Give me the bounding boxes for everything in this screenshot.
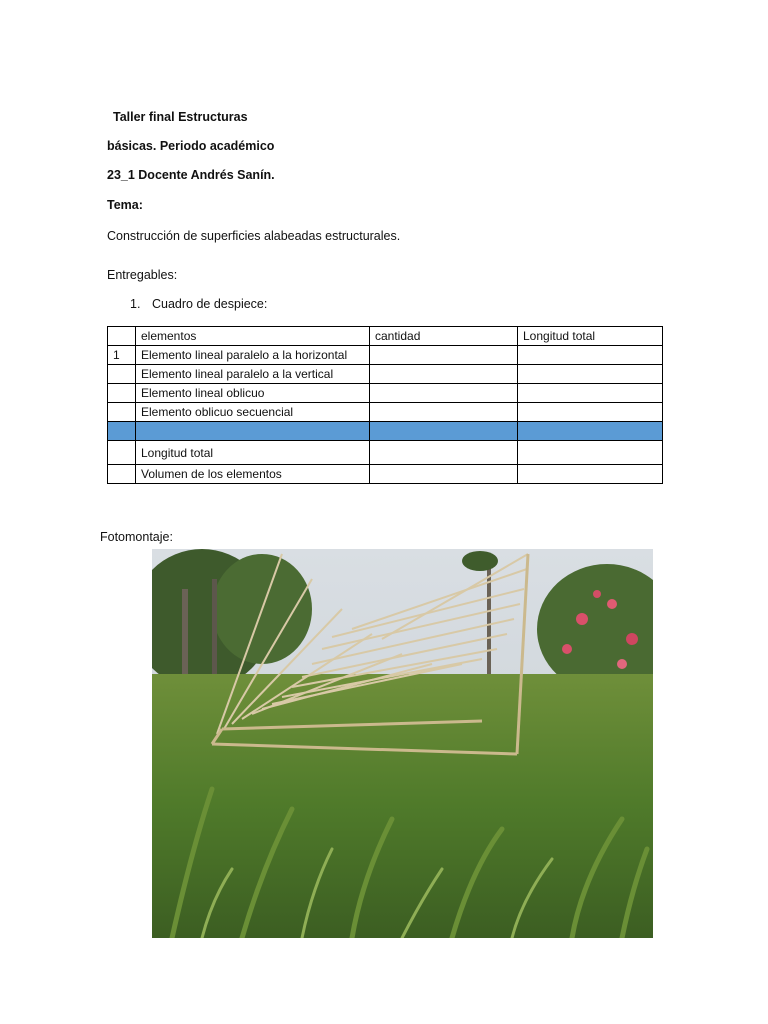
fotomontaje-photo	[152, 549, 653, 938]
table-row	[108, 465, 663, 484]
table-cell	[108, 384, 136, 403]
table-row-highlighted	[108, 422, 663, 441]
fotomontaje-label: Fotomontaje:	[100, 530, 173, 544]
table-cell	[108, 365, 136, 384]
table-row	[108, 384, 663, 403]
tema-text: Construcción de superficies alabeadas estructurales.	[107, 229, 401, 243]
table-cell: Longitud total	[136, 441, 370, 465]
table-cell	[370, 365, 518, 384]
table-header-row	[108, 327, 663, 346]
fotomontaje-illustration	[152, 549, 653, 938]
table-cell	[518, 422, 663, 441]
header-cell: Longitud total	[518, 327, 663, 346]
table-cell	[370, 422, 518, 441]
table-row	[108, 346, 663, 365]
header-cell	[108, 327, 136, 346]
tema-label: Tema:	[107, 198, 143, 212]
header-cell: elementos	[136, 327, 370, 346]
table-cell	[370, 441, 518, 465]
table-cell: Volumen de los elementos	[136, 465, 370, 484]
table-cell	[370, 384, 518, 403]
table-cell	[518, 403, 663, 422]
table-row	[108, 365, 663, 384]
table-cell: Elemento lineal paralelo a la vertical	[136, 365, 370, 384]
table-cell	[108, 403, 136, 422]
table-cell	[518, 465, 663, 484]
header-cell: cantidad	[370, 327, 518, 346]
title-line-3: 23_1 Docente Andrés Sanín.	[107, 168, 275, 182]
list-item-1	[130, 297, 267, 311]
list-text: Cuadro de despiece:	[152, 297, 268, 311]
despiece-table	[107, 326, 663, 484]
list-number: 1.	[130, 297, 141, 311]
table-cell	[108, 422, 136, 441]
entregables-label: Entregables:	[107, 268, 178, 282]
table-cell	[370, 465, 518, 484]
table-cell	[518, 346, 663, 365]
table-cell: Elemento lineal oblicuo	[136, 384, 370, 403]
table-cell: Elemento oblicuo secuencial	[136, 403, 370, 422]
title-line-2: básicas. Periodo académico	[107, 139, 275, 153]
table-cell	[518, 365, 663, 384]
table-cell	[370, 403, 518, 422]
title-line-1: Taller final Estructuras	[113, 110, 248, 124]
table-cell	[136, 422, 370, 441]
table-cell	[518, 441, 663, 465]
table-cell: Elemento lineal paralelo a la horizontal	[136, 346, 370, 365]
table-cell	[518, 384, 663, 403]
table-cell: 1	[108, 346, 136, 365]
table-cell	[108, 465, 136, 484]
table-row	[108, 403, 663, 422]
table-cell	[108, 441, 136, 465]
table-cell	[370, 346, 518, 365]
table-row	[108, 441, 663, 465]
